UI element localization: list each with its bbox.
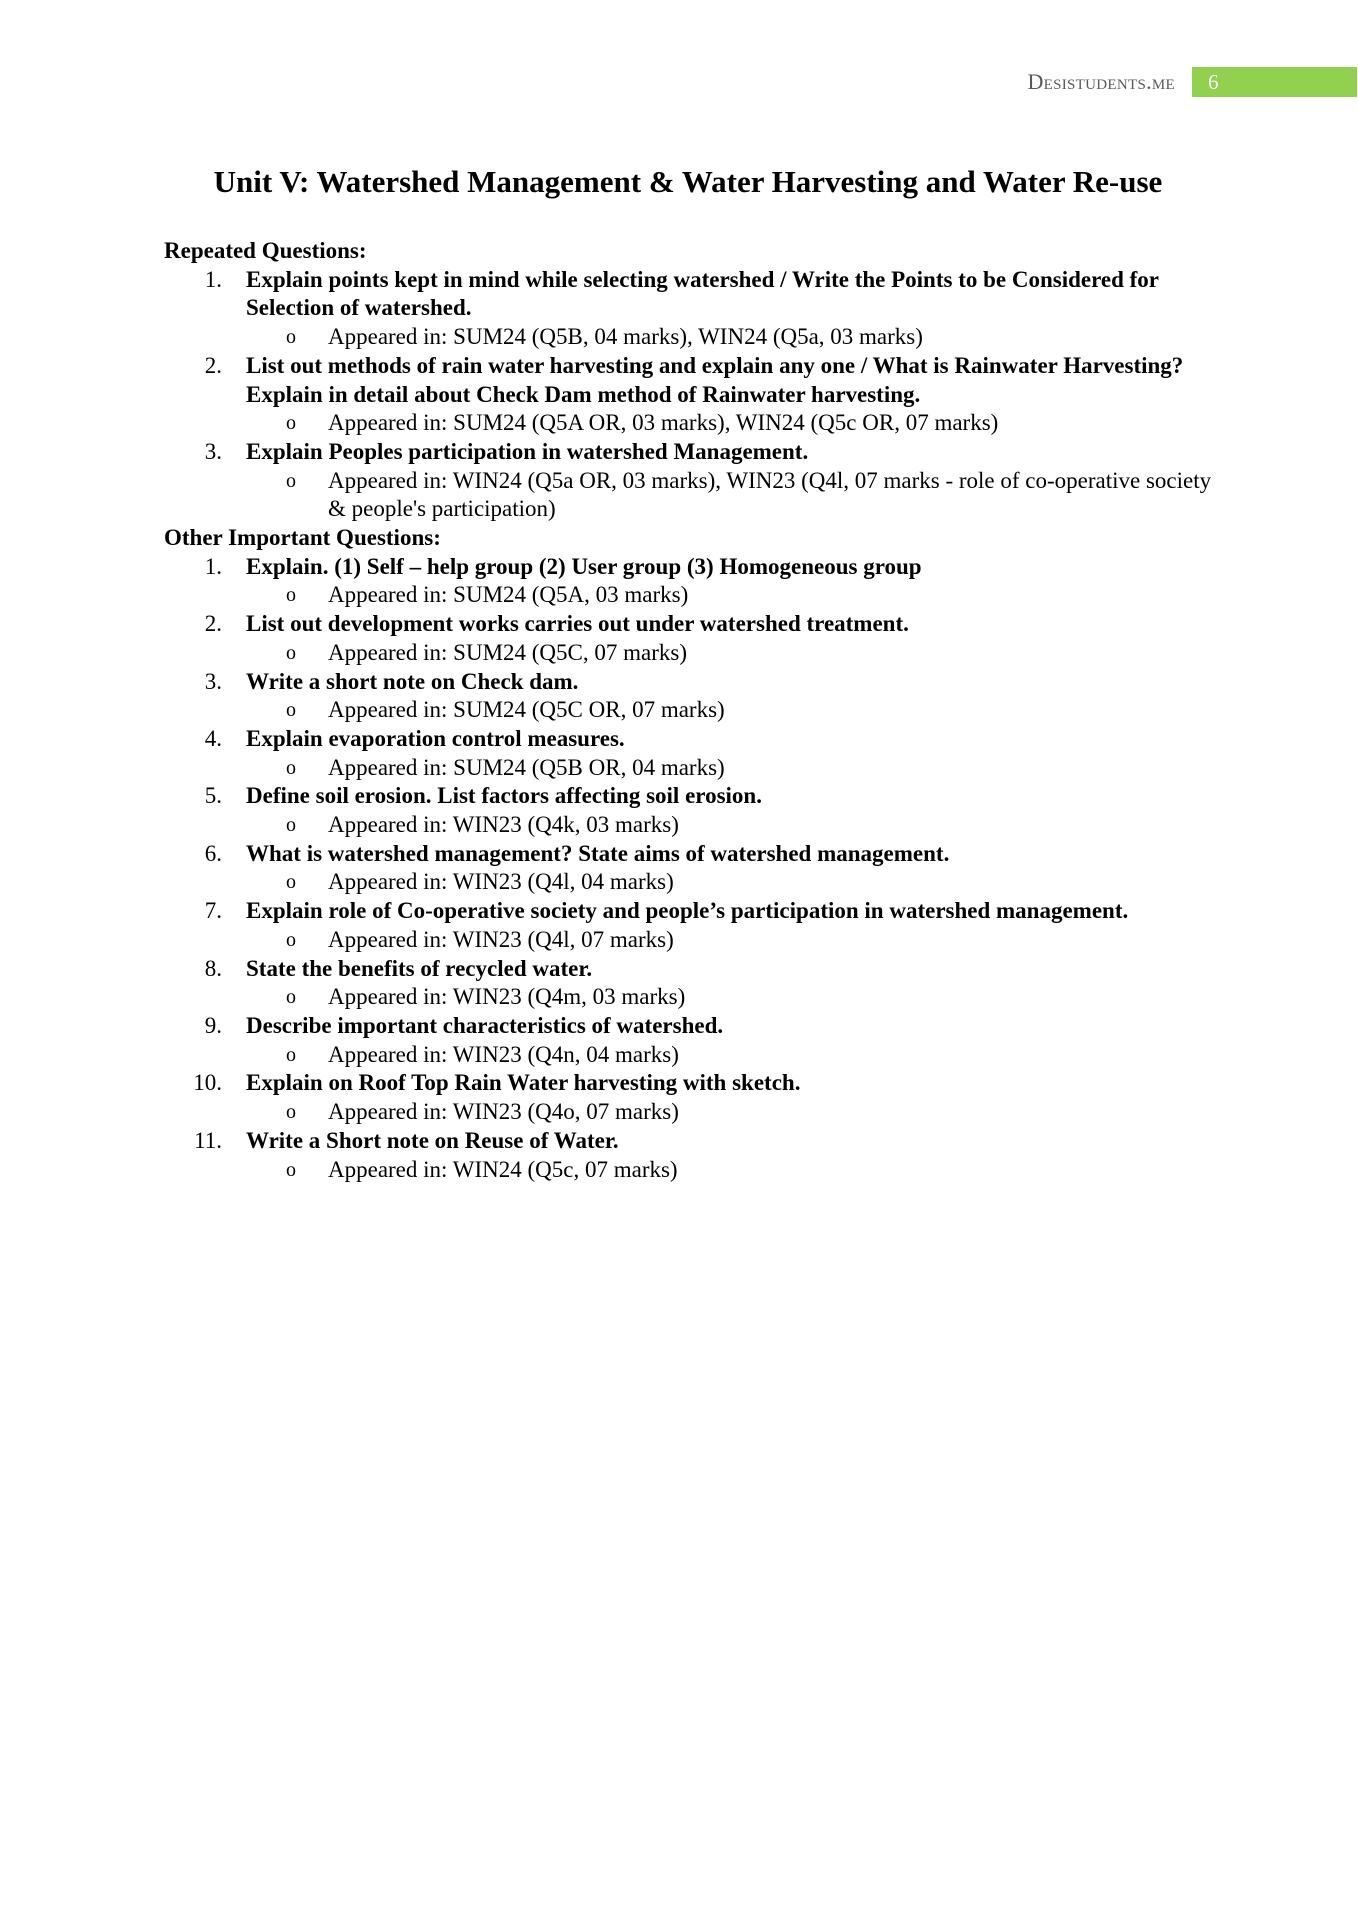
bullet-icon: o	[286, 928, 296, 951]
question-text: Explain evaporation control measures.	[246, 725, 625, 751]
question-text: List out methods of rain water harvesting and explain any one / What is Rainwater Harvesting? Explain in detail about Check Dam method of Rainwater harvesting.	[246, 352, 1184, 407]
bullet-icon: o	[286, 1043, 296, 1066]
question-text: Explain points kept in mind while selecting watershed / Write the Points to be Considered for Selection of watershed.	[246, 266, 1159, 321]
question-number: 10.	[193, 1070, 222, 1096]
question-number: 11.	[194, 1127, 222, 1153]
appeared-in-text: Appeared in: WIN23 (Q4n, 04 marks)	[328, 1041, 679, 1067]
header-page-number: 6	[1192, 67, 1357, 97]
list-item	[164, 266, 1214, 352]
question-text: Explain Peoples participation in watershed Management.	[246, 438, 809, 464]
page-header	[0, 67, 1358, 99]
appeared-in-text: Appeared in: SUM24 (Q5B, 04 marks), WIN24 (Q5a, 03 marks)	[328, 324, 923, 350]
appeared-in-text: Appeared in: WIN24 (Q5a OR, 03 marks), WIN23 (Q4l, 07 marks - role of co-operative society & people's participation)	[328, 467, 1212, 522]
list-item	[164, 840, 1214, 897]
appeared-in-text: Appeared in: WIN23 (Q4k, 03 marks)	[328, 812, 679, 838]
question-text: Write a Short note on Reuse of Water.	[246, 1127, 619, 1153]
bullet-icon: o	[286, 814, 296, 837]
list-item	[164, 955, 1214, 1012]
bullet-icon: o	[286, 699, 296, 722]
header-divider	[1183, 67, 1186, 97]
question-number: 8.	[204, 955, 222, 981]
bullet-icon: o	[286, 584, 296, 607]
list-item	[164, 897, 1214, 954]
question-number: 2.	[204, 611, 222, 637]
other-questions-list	[164, 553, 1214, 1184]
question-number: 5.	[204, 783, 222, 809]
question-number: 1.	[204, 553, 222, 579]
repeated-questions-heading: Repeated Questions:	[164, 238, 367, 263]
appeared-in-text: Appeared in: SUM24 (Q5C OR, 07 marks)	[328, 697, 725, 723]
question-number: 6.	[204, 840, 222, 866]
bullet-icon: o	[286, 641, 296, 664]
bullet-icon: o	[286, 756, 296, 779]
question-number: 3.	[204, 668, 222, 694]
list-item	[164, 610, 1214, 667]
question-text: Explain on Roof Top Rain Water harvesting with sketch.	[246, 1070, 801, 1096]
question-number: 2.	[204, 352, 222, 378]
bullet-icon: o	[286, 412, 296, 435]
question-number: 1.	[204, 266, 222, 292]
question-text: What is watershed management? State aims of watershed management.	[246, 840, 950, 866]
appeared-in-text: Appeared in: WIN23 (Q4o, 07 marks)	[328, 1099, 679, 1125]
bullet-icon: o	[286, 326, 296, 349]
bullet-icon: o	[286, 469, 296, 492]
question-number: 9.	[204, 1012, 222, 1038]
question-text: List out development works carries out under watershed treatment.	[246, 611, 909, 637]
bullet-icon: o	[286, 1158, 296, 1181]
list-item	[164, 782, 1214, 839]
appeared-in-text: Appeared in: SUM24 (Q5C, 07 marks)	[328, 639, 688, 665]
question-number: 4.	[204, 725, 222, 751]
bullet-icon: o	[286, 871, 296, 894]
question-text: State the benefits of recycled water.	[246, 955, 593, 981]
list-item	[164, 438, 1214, 524]
header-site-name: Desistudents.me	[1027, 69, 1175, 94]
page-title: Unit V: Watershed Management & Water Harvesting and Water Re-use	[213, 164, 1163, 199]
list-item	[164, 553, 1214, 610]
list-item	[164, 668, 1214, 725]
question-content	[164, 237, 1214, 1184]
question-text: Describe important characteristics of watershed.	[246, 1012, 724, 1038]
list-item	[164, 1127, 1214, 1184]
bullet-icon: o	[286, 986, 296, 1009]
appeared-in-text: Appeared in: WIN23 (Q4l, 04 marks)	[328, 869, 674, 895]
appeared-in-text: Appeared in: WIN23 (Q4l, 07 marks)	[328, 926, 674, 952]
question-text: Explain. (1) Self – help group (2) User group (3) Homogeneous group	[246, 553, 922, 579]
other-questions-heading: Other Important Questions:	[164, 525, 441, 551]
appeared-in-text: Appeared in: SUM24 (Q5A OR, 03 marks), WIN24 (Q5c OR, 07 marks)	[328, 410, 999, 436]
bullet-icon: o	[286, 1101, 296, 1124]
list-item	[164, 352, 1214, 438]
list-item	[164, 1012, 1214, 1069]
appeared-in-text: Appeared in: WIN24 (Q5c, 07 marks)	[328, 1156, 678, 1182]
question-text: Write a short note on Check dam.	[246, 668, 579, 694]
appeared-in-text: Appeared in: SUM24 (Q5A, 03 marks)	[328, 582, 689, 608]
question-number: 3.	[204, 438, 222, 464]
question-number: 7.	[204, 898, 222, 924]
list-item	[164, 725, 1214, 782]
repeated-questions-list	[164, 266, 1214, 524]
question-text: Define soil erosion. List factors affecting soil erosion.	[246, 783, 762, 809]
appeared-in-text: Appeared in: WIN23 (Q4m, 03 marks)	[328, 984, 686, 1010]
list-item	[164, 1069, 1214, 1126]
question-text: Explain role of Co-operative society and people’s participation in watershed management.	[246, 898, 1129, 924]
appeared-in-text: Appeared in: SUM24 (Q5B OR, 04 marks)	[328, 754, 725, 780]
